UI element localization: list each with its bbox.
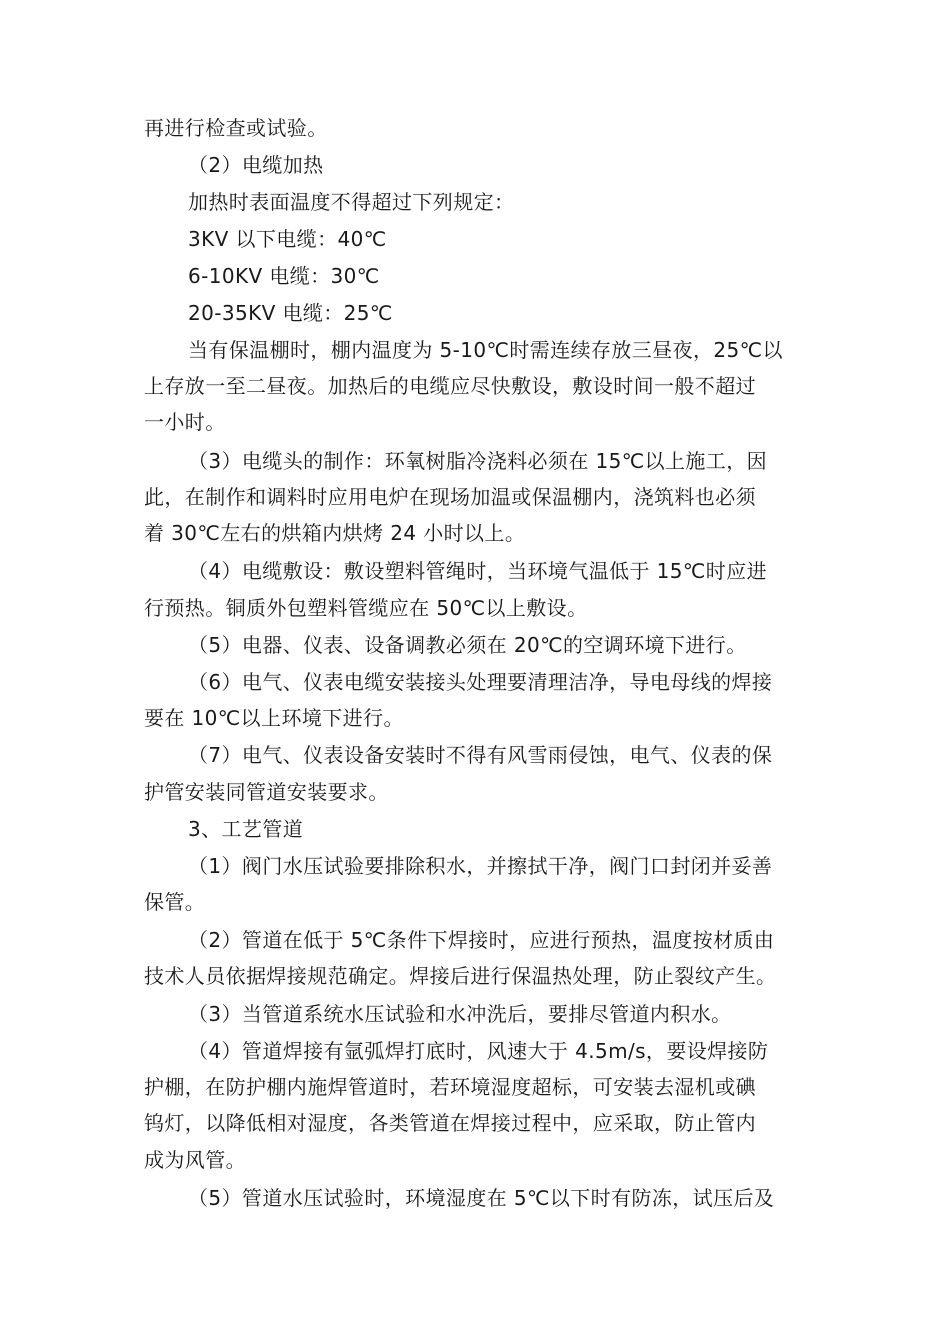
text-line: 要在 10℃以上环境下进行。 <box>144 706 404 730</box>
text-line: 3KV 以下电缆：40℃ <box>188 227 387 251</box>
text-line: 钨灯，以降低相对湿度，各类管道在焊接过程中，应采取，防止管内 <box>144 1111 756 1135</box>
text-line: 一小时。 <box>144 410 226 434</box>
text-line: （3）当管道系统水压试验和水冲洗后，要排尽管道内积水。 <box>188 1002 732 1026</box>
text-line: （4）电缆敷设：敷设塑料管绳时，当环境气温低于 15℃时应进 <box>188 559 767 583</box>
text-line: （3）电缆头的制作：环氧树脂冷浇料必须在 15℃以上施工，因 <box>188 449 767 473</box>
section-heading: （2）电缆加热 <box>188 153 324 177</box>
text-line: 6-10KV 电缆：30℃ <box>188 264 380 288</box>
text-line: （5）电器、仪表、设备调教必须在 20℃的空调环境下进行。 <box>188 633 747 657</box>
text-line: 护管安装同管道安装要求。 <box>144 780 389 804</box>
text-line: 着 30℃左右的烘箱内烘烤 24 小时以上。 <box>144 521 526 545</box>
text-line: 再进行检查或试验。 <box>144 116 328 140</box>
text-line: （4）管道焊接有氩弧焊打底时，风速大于 4.5m/s，要设焊接防 <box>188 1039 769 1063</box>
text-line: 成为风管。 <box>144 1148 246 1172</box>
text-line: 此，在制作和调料时应用电炉在现场加温或保温棚内，浇筑料也必须 <box>144 485 756 509</box>
text-line: 护棚，在防护棚内施焊管道时，若环境湿度超标，可安装去湿机或碘 <box>144 1075 756 1099</box>
text-line: 保管。 <box>144 890 206 914</box>
text-line: 技术人员依据焊接规范确定。焊接后进行保温热处理，防止裂纹产生。 <box>144 964 777 988</box>
text-line: （7）电气、仪表设备安装时不得有风雪雨侵蚀，电气、仪表的保 <box>188 743 773 767</box>
text-line: （1）阀门水压试验要排除积水，并擦拭干净，阀门口封闭并妥善 <box>188 854 773 878</box>
text-line: 上存放一至二昼夜。加热后的电缆应尽快敷设，敷设时间一般不超过 <box>144 374 756 398</box>
text-line: 20-35KV 电缆：25℃ <box>188 301 393 325</box>
text-line: （2）管道在低于 5℃条件下焊接时，应进行预热，温度按材质由 <box>188 928 775 952</box>
text-line: （5）管道水压试验时，环境湿度在 5℃以下时有防冻，试压后及 <box>188 1186 775 1210</box>
text-line: （6）电气、仪表电缆安装接头处理要清理洁净，导电母线的焊接 <box>188 670 773 694</box>
text-line: 当有保温棚时，棚内温度为 5-10℃时需连续存放三昼夜，25℃以 <box>188 338 783 362</box>
section-heading: 3、工艺管道 <box>188 817 304 841</box>
text-line: 加热时表面温度不得超过下列规定： <box>188 190 515 214</box>
text-line: 行预热。铜质外包塑料管缆应在 50℃以上敷设。 <box>144 596 588 620</box>
